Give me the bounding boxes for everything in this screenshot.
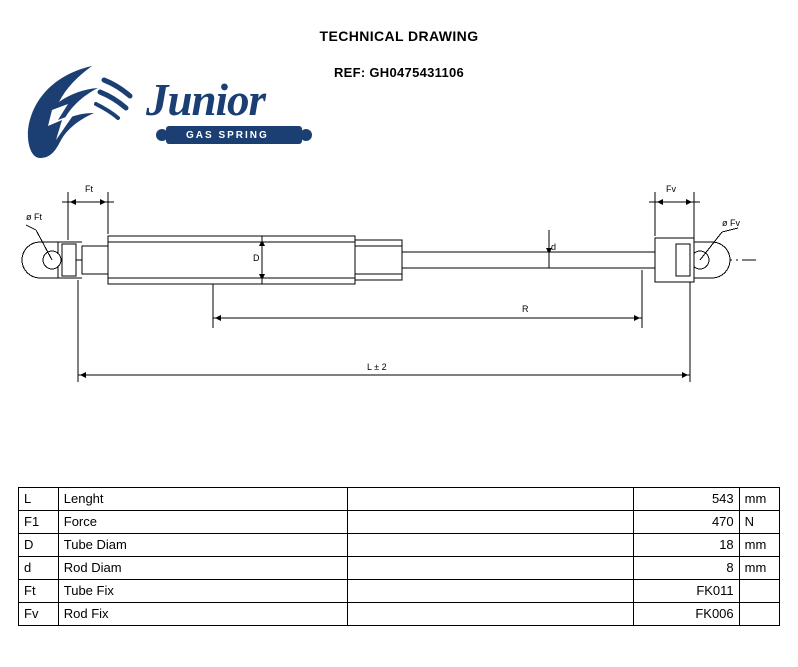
dim-label-diameter-fv: ø Fv [722, 218, 740, 228]
row-spacer [347, 511, 633, 534]
row-description: Tube Fix [58, 580, 347, 603]
table-row [19, 511, 780, 534]
gas-spring-schematic [0, 170, 798, 410]
row-unit: mm [739, 488, 779, 511]
row-unit: mm [739, 534, 779, 557]
dim-label-stroke: R [522, 304, 529, 314]
gas-spring-drawing [0, 170, 798, 410]
row-spacer [347, 534, 633, 557]
row-symbol: F1 [19, 511, 59, 534]
dim-label-rod-diameter: d [551, 242, 557, 252]
row-value: FK006 [633, 603, 739, 626]
row-spacer [347, 603, 633, 626]
row-description: Force [58, 511, 347, 534]
table-row [19, 580, 780, 603]
dim-label-fv: Fv [666, 184, 676, 194]
row-symbol: D [19, 534, 59, 557]
row-spacer [347, 488, 633, 511]
row-symbol: Fv [19, 603, 59, 626]
specification-table-body [19, 488, 780, 626]
row-value: 8 [633, 557, 739, 580]
dim-label-diameter-ft: ø Ft [26, 212, 42, 222]
row-unit [739, 603, 779, 626]
row-value: 18 [633, 534, 739, 557]
brand-logo [18, 58, 318, 168]
row-spacer [347, 557, 633, 580]
specification-table [18, 487, 780, 626]
dim-label-length: L ± 2 [367, 362, 387, 372]
row-value: 543 [633, 488, 739, 511]
logo-brand-text: Junior [146, 75, 266, 125]
row-unit: mm [739, 557, 779, 580]
row-spacer [347, 580, 633, 603]
row-value: 470 [633, 511, 739, 534]
row-symbol: Ft [19, 580, 59, 603]
table-row [19, 488, 780, 511]
table-row [19, 534, 780, 557]
row-symbol: d [19, 557, 59, 580]
reference-number: REF: GH0475431106 [333, 65, 465, 80]
row-symbol: L [19, 488, 59, 511]
dim-label-tube-diameter: D [253, 253, 260, 263]
dim-label-ft: Ft [85, 184, 93, 194]
table-row [19, 557, 780, 580]
row-value: FK011 [633, 580, 739, 603]
table-row [19, 603, 780, 626]
row-description: Rod Diam [58, 557, 347, 580]
row-description: Lenght [58, 488, 347, 511]
row-unit [739, 580, 779, 603]
logo-tagline-text: GAS SPRING [186, 130, 269, 141]
logo-wing-icon [18, 58, 138, 168]
page-title: TECHNICAL DRAWING [319, 28, 479, 44]
row-description: Tube Diam [58, 534, 347, 557]
row-unit: N [739, 511, 779, 534]
row-description: Rod Fix [58, 603, 347, 626]
